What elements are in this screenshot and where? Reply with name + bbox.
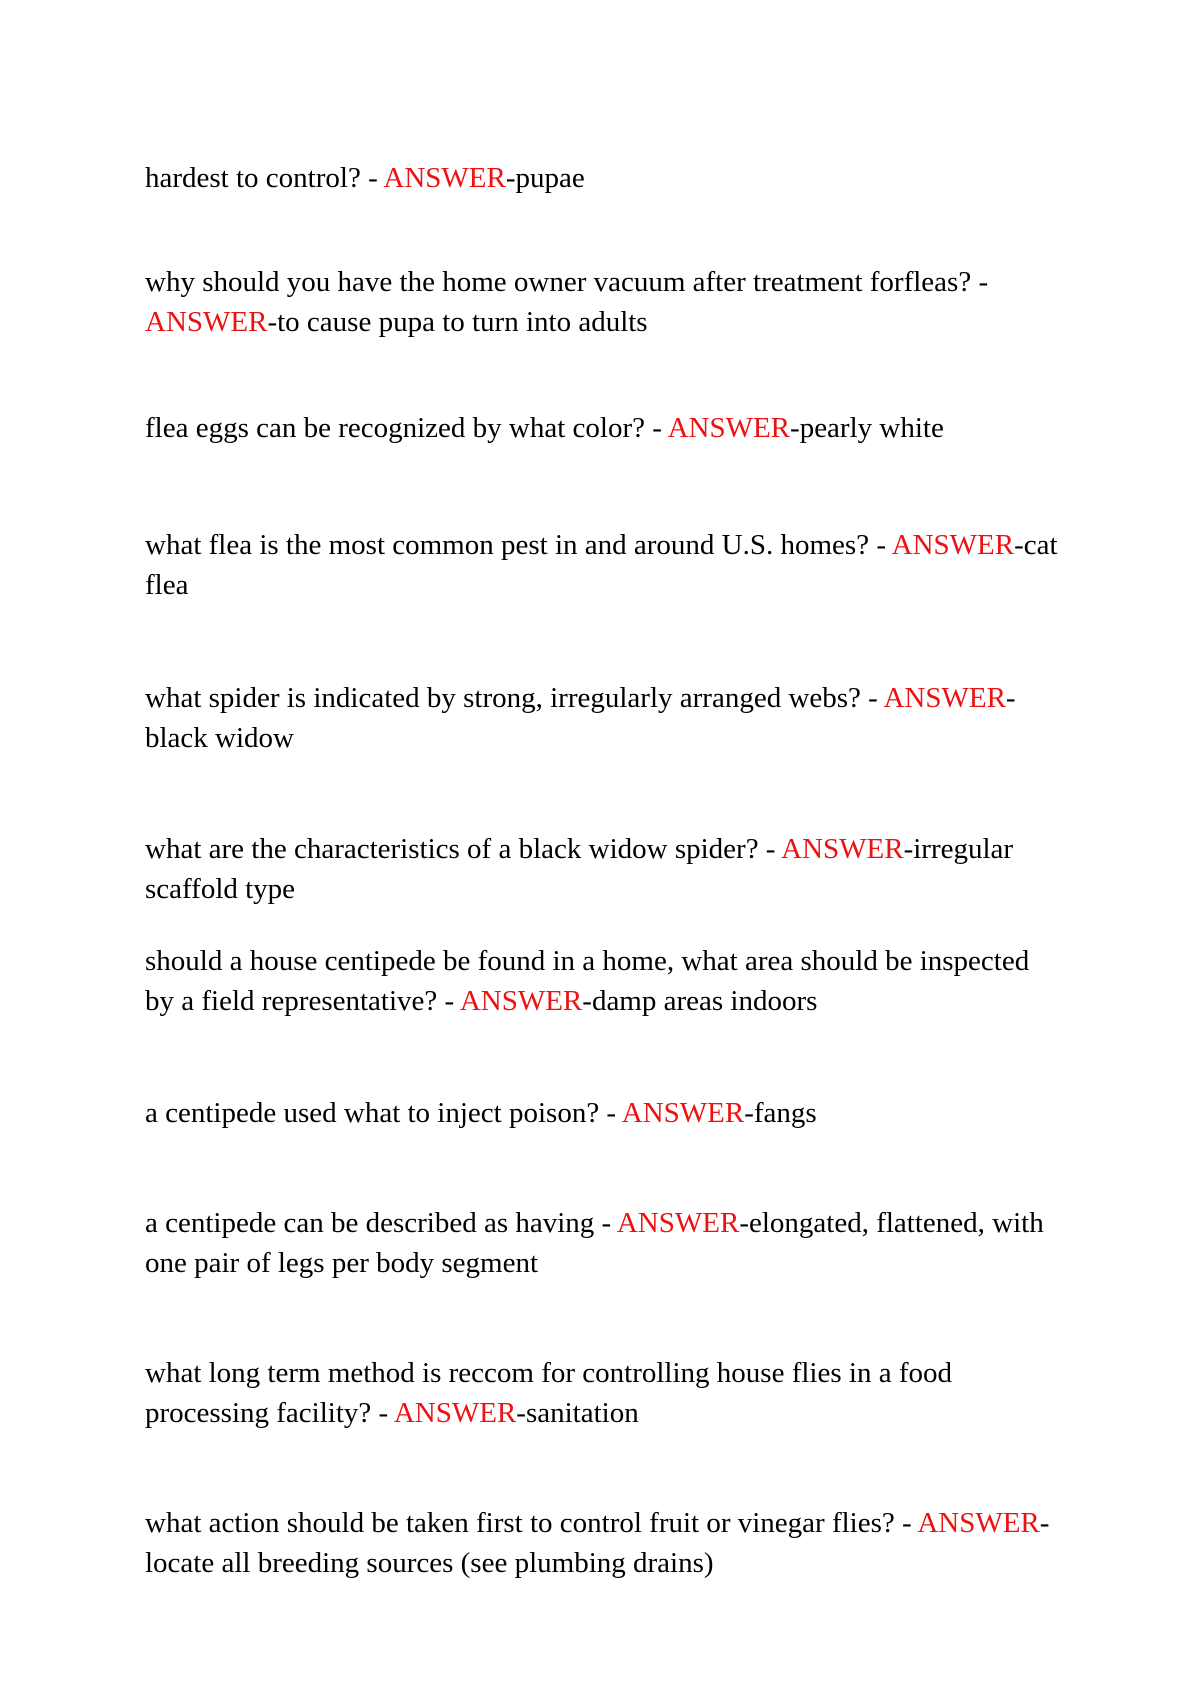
question-text: a centipede used what to inject poison? -	[145, 1097, 622, 1129]
qa-item-6	[145, 829, 1065, 909]
qa-item-8	[145, 1093, 1065, 1133]
answer-label: ANSWER	[667, 412, 791, 444]
answer-text: -to cause pupa to turn into adults	[267, 306, 648, 338]
qa-item-3	[145, 408, 1065, 448]
question-text: what spider is indicated by strong, irregularly arranged webs? -	[145, 682, 884, 714]
question-text: flea eggs can be recognized by what color? -	[145, 412, 668, 444]
question-text: what flea is the most common pest in and around U.S. homes? -	[145, 529, 892, 561]
answer-text: -fangs	[744, 1097, 817, 1129]
answer-text: -pearly white	[790, 412, 944, 444]
qa-item-7	[145, 941, 1065, 1021]
answer-label: ANSWER	[781, 833, 904, 865]
question-text: what action should be taken first to control fruit or vinegar flies? -	[145, 1507, 918, 1539]
qa-item-2	[145, 262, 1065, 342]
answer-label: ANSWER	[917, 1507, 1040, 1539]
answer-label: ANSWER	[393, 1397, 517, 1429]
question-text: should a house centipede be found in a home, what area should be inspected by a field representative? -	[145, 945, 1030, 1017]
question-text: what long term method is reccom for controlling house flies in a food processing facility? -	[145, 1357, 952, 1429]
answer-text: -elongated, flattened, with one pair of legs per body segment	[145, 1207, 1044, 1279]
answer-text: -pupae	[505, 162, 585, 194]
answer-text: -cat flea	[145, 529, 1058, 601]
question-text: why should you have the home owner vacuum after treatment forfleas? -	[145, 266, 989, 298]
answer-label: ANSWER	[145, 306, 268, 338]
answer-label: ANSWER	[883, 682, 1006, 714]
qa-item-1	[145, 158, 1065, 198]
qa-item-9	[145, 1203, 1065, 1283]
answer-text: -black widow	[145, 682, 1016, 754]
answer-text: -damp areas indoors	[582, 985, 818, 1017]
answer-text: -locate all breeding sources (see plumbing drains)	[145, 1507, 1050, 1579]
answer-label: ANSWER	[383, 162, 506, 194]
question-text: what are the characteristics of a black widow spider? -	[145, 833, 782, 865]
answer-label: ANSWER	[621, 1097, 745, 1129]
question-text: a centipede can be described as having -	[145, 1207, 617, 1239]
answer-text: -irregular scaffold type	[145, 833, 1014, 905]
qa-item-11	[145, 1503, 1065, 1583]
answer-label: ANSWER	[459, 985, 583, 1017]
answer-label: ANSWER	[616, 1207, 740, 1239]
qa-item-4	[145, 525, 1065, 605]
qa-item-10	[145, 1353, 1065, 1433]
answer-label: ANSWER	[891, 529, 1015, 561]
qa-item-5	[145, 678, 1065, 758]
question-text: hardest to control? -	[145, 162, 384, 194]
answer-text: -sanitation	[516, 1397, 639, 1429]
